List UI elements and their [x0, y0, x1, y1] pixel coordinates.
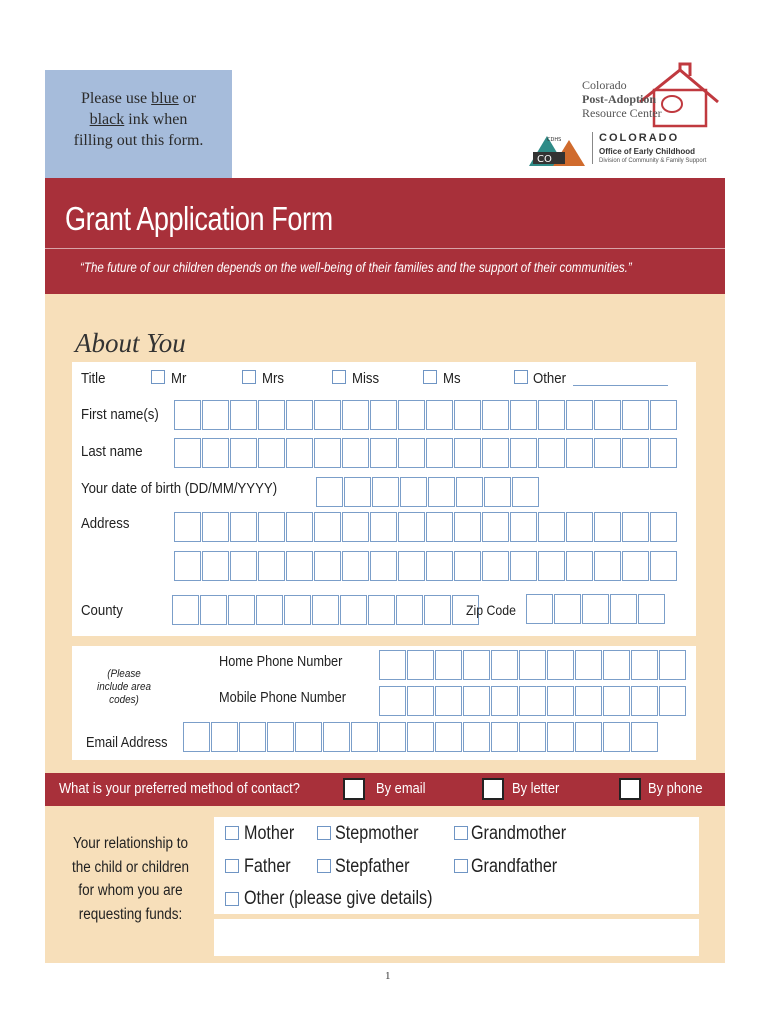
char-box[interactable]: [400, 477, 427, 507]
char-box[interactable]: [510, 400, 537, 430]
char-box[interactable]: [239, 722, 266, 752]
mobile-phone-field[interactable]: [379, 686, 687, 716]
char-box[interactable]: [202, 551, 229, 581]
char-box[interactable]: [482, 512, 509, 542]
char-box[interactable]: [582, 594, 609, 624]
ink-note-text: or: [178, 90, 197, 107]
char-box[interactable]: [370, 400, 397, 430]
home-phone-label: Home Phone Number: [219, 654, 343, 670]
char-box[interactable]: [538, 438, 565, 468]
char-box[interactable]: [435, 722, 462, 752]
char-box[interactable]: [566, 400, 593, 430]
char-box[interactable]: [566, 551, 593, 581]
char-box[interactable]: [659, 686, 686, 716]
char-box[interactable]: [622, 512, 649, 542]
char-box[interactable]: [547, 686, 574, 716]
char-box[interactable]: [631, 722, 658, 752]
by-letter-checkbox[interactable]: [482, 778, 504, 800]
char-box[interactable]: [594, 438, 621, 468]
char-box[interactable]: [286, 551, 313, 581]
char-box[interactable]: [575, 650, 602, 680]
char-box[interactable]: [463, 722, 490, 752]
area-code-note: (Please include area codes): [97, 668, 151, 706]
char-box[interactable]: [286, 438, 313, 468]
char-box[interactable]: [284, 595, 311, 625]
home-phone-field[interactable]: [379, 650, 687, 680]
relationship-details-input[interactable]: [214, 919, 699, 956]
char-box[interactable]: [286, 400, 313, 430]
stepfather-label: Stepfather: [335, 856, 410, 877]
char-box[interactable]: [426, 400, 453, 430]
logo-area: [232, 70, 725, 178]
char-box[interactable]: [463, 686, 490, 716]
grandfather-label: Grandfather: [471, 856, 558, 877]
char-box[interactable]: [554, 594, 581, 624]
char-box[interactable]: [538, 551, 565, 581]
char-box[interactable]: [407, 686, 434, 716]
char-box[interactable]: [622, 438, 649, 468]
char-box[interactable]: [407, 650, 434, 680]
char-box[interactable]: [342, 512, 369, 542]
char-box[interactable]: [323, 722, 350, 752]
cparc-line: Post-Adoption: [582, 92, 657, 106]
char-box[interactable]: [650, 551, 677, 581]
char-box[interactable]: [258, 438, 285, 468]
char-box[interactable]: [314, 512, 341, 542]
ink-note-text: ink when: [124, 111, 188, 128]
char-box[interactable]: [454, 512, 481, 542]
char-box[interactable]: [594, 512, 621, 542]
char-box[interactable]: [463, 650, 490, 680]
char-box[interactable]: [484, 477, 511, 507]
zip-code-field[interactable]: [526, 594, 666, 624]
title-mr-label: Mr: [171, 370, 187, 387]
char-box[interactable]: [435, 650, 462, 680]
char-box[interactable]: [659, 650, 686, 680]
char-box[interactable]: [314, 438, 341, 468]
char-box[interactable]: [230, 551, 257, 581]
title-mrs-label: Mrs: [262, 370, 284, 387]
char-box[interactable]: [314, 551, 341, 581]
father-label: Father: [244, 856, 291, 877]
char-box[interactable]: [258, 551, 285, 581]
char-box[interactable]: [482, 551, 509, 581]
oec-line1: COLORADO: [599, 132, 680, 144]
char-box[interactable]: [368, 595, 395, 625]
mother-label: Mother: [244, 823, 295, 844]
contact-method-question: What is your preferred method of contact?: [59, 780, 300, 797]
title-banner: [45, 178, 725, 294]
char-box[interactable]: [510, 512, 537, 542]
char-box[interactable]: [454, 438, 481, 468]
char-box[interactable]: [575, 686, 602, 716]
last-name-field[interactable]: [174, 438, 678, 468]
char-box[interactable]: [267, 722, 294, 752]
char-box[interactable]: [340, 595, 367, 625]
char-box[interactable]: [200, 595, 227, 625]
char-box[interactable]: [398, 512, 425, 542]
char-box[interactable]: [435, 686, 462, 716]
char-box[interactable]: [211, 722, 238, 752]
stepmother-label: Stepmother: [335, 823, 419, 844]
char-box[interactable]: [482, 438, 509, 468]
email-label: Email Address: [86, 735, 168, 751]
char-box[interactable]: [603, 686, 630, 716]
char-box[interactable]: [547, 650, 574, 680]
ink-note-black: black: [89, 111, 125, 128]
char-box[interactable]: [379, 650, 406, 680]
char-box[interactable]: [370, 512, 397, 542]
co-text: CO: [537, 154, 552, 165]
char-box[interactable]: [316, 477, 343, 507]
char-box[interactable]: [526, 594, 553, 624]
title-other-label: Other: [533, 370, 567, 387]
char-box[interactable]: [622, 400, 649, 430]
address-line2-field[interactable]: [174, 551, 678, 581]
char-box[interactable]: [172, 595, 199, 625]
char-box[interactable]: [566, 512, 593, 542]
char-box[interactable]: [454, 551, 481, 581]
char-box[interactable]: [344, 477, 371, 507]
oec-line3: Division of Community & Family Support: [599, 158, 707, 164]
ink-instruction-note: [45, 70, 232, 178]
page-title: Grant Application Form: [65, 200, 333, 237]
other-relationship-label: Other (please give details): [244, 888, 433, 909]
title-ms-label: Ms: [443, 370, 461, 387]
char-box[interactable]: [174, 438, 201, 468]
ink-note-blue: blue: [151, 90, 179, 107]
char-box[interactable]: [519, 722, 546, 752]
char-box[interactable]: [631, 686, 658, 716]
cparc-line: Colorado: [582, 78, 627, 92]
by-email-label: By email: [376, 780, 426, 797]
char-box[interactable]: [372, 477, 399, 507]
county-field[interactable]: [172, 595, 480, 625]
title-mr-checkbox[interactable]: [151, 370, 165, 384]
char-box[interactable]: [603, 650, 630, 680]
oec-line2: Office of Early Childhood: [599, 147, 696, 156]
relationship-question: Your relationship to the child or children for whom you are requesting funds:: [72, 835, 189, 923]
address-line1-field[interactable]: [174, 512, 678, 542]
cdhs-logo-icon: [527, 132, 589, 168]
char-box[interactable]: [379, 722, 406, 752]
char-box[interactable]: [510, 438, 537, 468]
char-box[interactable]: [575, 722, 602, 752]
char-box[interactable]: [230, 400, 257, 430]
char-box[interactable]: [398, 438, 425, 468]
char-box[interactable]: [370, 551, 397, 581]
cparc-line: Resource Center: [582, 106, 662, 120]
char-box[interactable]: [424, 595, 451, 625]
title-mrs-checkbox[interactable]: [242, 370, 256, 384]
char-box[interactable]: [202, 512, 229, 542]
char-box[interactable]: [519, 650, 546, 680]
dob-field[interactable]: [316, 477, 540, 507]
char-box[interactable]: [174, 512, 201, 542]
char-box[interactable]: [482, 400, 509, 430]
char-box[interactable]: [174, 551, 201, 581]
char-box[interactable]: [312, 595, 339, 625]
title-other-checkbox[interactable]: [514, 370, 528, 384]
char-box[interactable]: [491, 650, 518, 680]
char-box[interactable]: [230, 512, 257, 542]
char-box[interactable]: [174, 400, 201, 430]
other-relationship-checkbox[interactable]: [225, 892, 239, 906]
char-box[interactable]: [454, 400, 481, 430]
cparc-logo-text: [582, 78, 662, 120]
char-box[interactable]: [428, 477, 455, 507]
about-you-heading: About You: [75, 328, 186, 358]
char-box[interactable]: [491, 722, 518, 752]
dob-label: Your date of birth (DD/MM/YYYY): [81, 480, 278, 497]
char-box[interactable]: [566, 438, 593, 468]
title-other-input[interactable]: [573, 385, 668, 386]
email-field[interactable]: [183, 722, 659, 752]
cdhs-text: CDHS: [547, 137, 562, 143]
char-box[interactable]: [286, 512, 313, 542]
oec-logo-text: [592, 132, 706, 164]
char-box[interactable]: [370, 438, 397, 468]
char-box[interactable]: [491, 686, 518, 716]
ink-note-text: Please use: [80, 90, 152, 107]
char-box[interactable]: [510, 551, 537, 581]
char-box[interactable]: [426, 438, 453, 468]
char-box[interactable]: [519, 686, 546, 716]
stepmother-checkbox[interactable]: [317, 826, 331, 840]
by-email-checkbox[interactable]: [343, 778, 365, 800]
char-box[interactable]: [256, 595, 283, 625]
title-ms-checkbox[interactable]: [423, 370, 437, 384]
banner-quote: “The future of our children depends on the well-being of their families and the support of their communities.”: [80, 260, 632, 275]
by-letter-label: By letter: [512, 780, 560, 797]
char-box[interactable]: [258, 512, 285, 542]
char-box[interactable]: [650, 512, 677, 542]
char-box[interactable]: [631, 650, 658, 680]
zip-code-label: Zip Code: [466, 602, 516, 618]
by-phone-label: By phone: [648, 780, 703, 797]
char-box[interactable]: [202, 400, 229, 430]
first-name-label: First name(s): [81, 406, 159, 423]
char-box[interactable]: [622, 551, 649, 581]
char-box[interactable]: [396, 595, 423, 625]
char-box[interactable]: [230, 438, 257, 468]
char-box[interactable]: [398, 400, 425, 430]
char-box[interactable]: [603, 722, 630, 752]
char-box[interactable]: [295, 722, 322, 752]
char-box[interactable]: [407, 722, 434, 752]
char-box[interactable]: [638, 594, 665, 624]
county-label: County: [81, 602, 123, 619]
char-box[interactable]: [426, 551, 453, 581]
last-name-label: Last name: [81, 443, 143, 460]
char-box[interactable]: [650, 438, 677, 468]
stepfather-checkbox[interactable]: [317, 859, 331, 873]
char-box[interactable]: [610, 594, 637, 624]
grandmother-label: Grandmother: [471, 823, 567, 844]
title-miss-checkbox[interactable]: [332, 370, 346, 384]
by-phone-checkbox[interactable]: [619, 778, 641, 800]
char-box[interactable]: [342, 551, 369, 581]
char-box[interactable]: [547, 722, 574, 752]
char-box[interactable]: [594, 400, 621, 430]
title-label: Title: [81, 370, 106, 387]
char-box[interactable]: [202, 438, 229, 468]
ink-note-text: filling out this form.: [73, 132, 204, 149]
char-box[interactable]: [342, 400, 369, 430]
char-box[interactable]: [512, 477, 539, 507]
char-box[interactable]: [538, 400, 565, 430]
char-box[interactable]: [183, 722, 210, 752]
char-box[interactable]: [228, 595, 255, 625]
first-name-field[interactable]: [174, 400, 678, 430]
char-box[interactable]: [314, 400, 341, 430]
grandfather-checkbox[interactable]: [454, 859, 468, 873]
char-box[interactable]: [258, 400, 285, 430]
father-checkbox[interactable]: [225, 859, 239, 873]
mobile-phone-label: Mobile Phone Number: [219, 690, 346, 706]
banner-divider: [45, 248, 725, 249]
char-box[interactable]: [538, 512, 565, 542]
char-box[interactable]: [650, 400, 677, 430]
char-box[interactable]: [456, 477, 483, 507]
char-box[interactable]: [342, 438, 369, 468]
char-box[interactable]: [379, 686, 406, 716]
char-box[interactable]: [594, 551, 621, 581]
title-miss-label: Miss: [352, 370, 380, 387]
contact-method-bar: [45, 773, 725, 806]
mother-checkbox[interactable]: [225, 826, 239, 840]
char-box[interactable]: [398, 551, 425, 581]
address-label: Address: [81, 515, 130, 532]
grandmother-checkbox[interactable]: [454, 826, 468, 840]
char-box[interactable]: [426, 512, 453, 542]
char-box[interactable]: [351, 722, 378, 752]
page-number: 1: [385, 970, 391, 982]
